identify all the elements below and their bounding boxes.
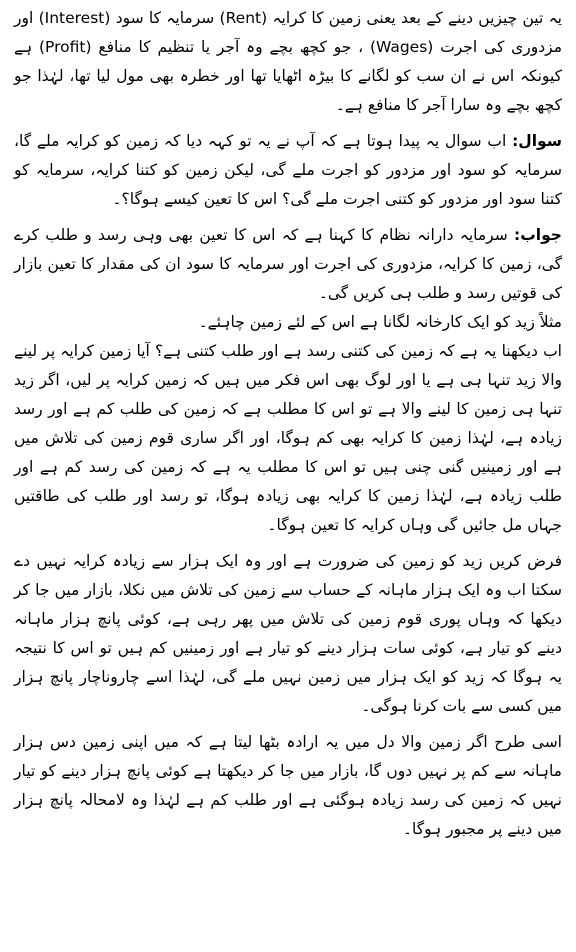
paragraph-gap [14,120,562,127]
answer-text: سرمایہ دارانہ نظام کا کہنا ہے کہ اس کا تعین بھی وہی رسد و طلب کرے گی، زمین کا کرایہ، مزدوری کی اجرت اور سرمایہ کا سود ان کی مقدار کا تعین بازار کی قوتیں رسد و طلب ہی کریں گی۔ [14,226,562,302]
question-label: سوال: [512,132,562,150]
answer-label: جواب: [514,226,562,244]
paragraph-supply-demand [14,337,562,540]
paragraph-answer [14,221,562,308]
paragraph-text: اب دیکھنا یہ ہے کہ زمین کی کتنی رسد ہے اور طلب کتنی ہے؟ آیا زمین کرایہ پر لینے والا زید تنہا ہی ہے یا اور لوگ بھی اس فکر میں ہیں کہ زمین کرایہ پر لیں، اگر زید تنہا ہی زمین کا لینے والا ہے تو اس کا مطلب ہے کہ زمین کی طلب کم ہے اور رسد زیادہ ہے، لہٰذا زمین کا کرایہ بھی کم ہوگا، اور اگر ساری قوم زمین کی تلاش میں ہے اور زمینیں گنی چنی ہیں تو اس کا مطلب یہ ہے کہ زمین کی رسد کم ہے اور طلب زیادہ ہے، لہٰذا زمین کا کرایہ بھی زیادہ ہوگا، تو رسد اور طلب کی طاقتیں جہاں مل جائیں گی وہاں کرایہ کا تعین ہوگا۔ [14,342,562,534]
paragraph-text: فرض کریں زید کو زمین کی ضرورت ہے اور وہ ایک ہزار سے زیادہ کرایہ نہیں دے سکتا اب وہ ایک ہزار ماہانہ کے حساب سے زمین کی تلاش میں نکلا، بازار میں جا کر دیکھا کہ وہاں پوری قوم زمین کی تلاش میں پھر رہی ہے، کوئی پانچ ہزار ماہانہ دینے کو تیار ہے، کوئی سات ہزار دینے کو تیار ہے اور زمینیں کم ہیں تو اس کا نتیجہ یہ ہوگا کہ زید کو ایک ہزار میں زمین نہیں ملے گی، لہٰذا اسے چاروناچار پانچ ہزار میں کسی سے بات کرنا ہوگی۔ [14,552,562,715]
paragraph-landowner [14,728,562,844]
paragraph-gap [14,214,562,221]
paragraph-rent-interest-wages-profit [14,4,562,120]
paragraph-gap [14,540,562,547]
question-text: اب سوال یہ پیدا ہوتا ہے کہ آپ نے یہ تو کہہ دیا کہ زمین کو کرایہ ملے گا، سرمایہ کو سود اور مزدور کو اجرت ملے گی، لیکن زمین کو کتنا کرایہ، سرمایہ کو کتنا سود اور مزدور کو کتنی اجرت ملے گی؟ اس کا تعین کیسے ہوگا؟۔ [14,132,562,208]
paragraph-assume-zaid [14,547,562,721]
paragraph-text: اسی طرح اگر زمین والا دل میں یہ ارادہ بٹھا لیتا ہے کہ میں اپنی زمین دس ہزار ماہانہ سے کم پر نہیں دوں گا، بازار میں جا کر دیکھتا ہے کوئی پانچ ہزار دینے کو تیار نہیں کہ زمین کی رسد زیادہ ہوگئی ہے اور طلب کم ہے لہٰذا وہ لامحالہ پانچ ہزار میں دینے پر مجبور ہوگا۔ [14,733,562,838]
paragraph-example-zaid [14,308,562,337]
paragraph-text: یہ تین چیزیں دینے کے بعد یعنی زمین کا کرایہ (Rent) سرمایہ کا سود (Interest) اور مزدوری کی اجرت (Wages) ، جو کچھ بچے وہ آجر یا تنظیم کا منافع (Profit) ہے کیونکہ اس نے ان سب کو لگانے کا بیڑہ اٹھایا تھا اور خطرہ بھی مول لیا تھا، لہٰذا جو کچھ بچے وہ سارا آجر کا منافع ہے۔ [14,9,562,114]
paragraph-gap [14,721,562,728]
paragraph-text: مثلاً زید کو ایک کارخانہ لگانا ہے اس کے لئے زمین چاہئے۔ [198,313,562,331]
paragraph-question [14,127,562,214]
